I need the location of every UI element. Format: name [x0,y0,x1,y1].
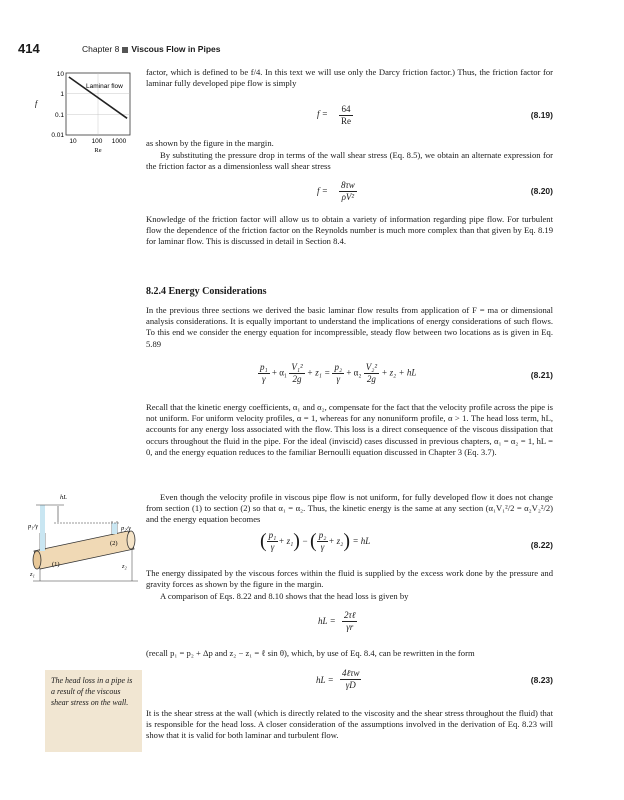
friction-factor-chart [30,68,142,168]
equation-number: (8.20) [530,186,553,196]
y-axis-symbol: f [35,99,38,108]
equation-number: (8.23) [530,675,553,685]
paragraph: Recall that the kinetic energy coefficients, α₁ and α₂, compensate for the fact that the velocity profile across the pipe is not uniform. For uniform velocity profiles, α = 1, whereas for any nonuniform profile, α > 1. The head loss term, hL, accounts for any energy loss associated with the flow. This loss is a direct consequence of the viscous dissipation that occurs throughout the fluid in the pipe. For the ideal (inviscid) cases discussed in previous chapters, α₁ = α₂ = 1, hL = 0, and the energy equation reduces to the familiar Bernoulli equation discussed in Chapter 3 (Eq. 3.7). [146,402,553,457]
section-title: 8.2.4 Energy Considerations [146,286,267,297]
eq-denominator: 2g [292,374,302,384]
chapter-label: Chapter 8 [82,44,120,54]
eq-numerator: p₁ [268,530,277,540]
equation-number: (8.19) [530,110,553,120]
equation-head-loss [146,610,553,636]
eq-expression [258,362,416,385]
eq-fraction [342,610,357,633]
eq-numerator: V₁² [291,362,303,372]
eq-fraction [317,530,329,553]
y-tick-label: 10 [56,71,64,78]
eq-fraction [332,362,344,385]
equation-8-23 [146,668,553,696]
paragraph: Knowledge of the friction factor will allow us to obtain a variety of information regarding pipe flow. For turbulent flow the dependence of the friction factor on the Reynolds number is much more complex than that given by Eq. 8.19 for laminar flow. This is discussed in detail in Section 8.4. [146,214,553,247]
paragraph: factor, which is defined to be f/4. In this text we will use only the Darcy friction factor.) Thus, the friction factor for laminar fully developed pipe flow is simply [146,67,553,89]
y-tick-label: 0.1 [54,112,64,119]
eq-numerator: 8τw [341,180,355,190]
eq-fraction [339,104,353,127]
page-header [18,41,578,59]
piezometer-fluid-1 [40,505,45,551]
eq-term: + z₁ = [306,367,331,378]
eq-denominator: Re [341,116,351,126]
equation-number: (8.22) [530,540,553,550]
equation-8-22 [146,530,553,560]
eq-operator: − [302,535,308,546]
eq-term: + α₁ [271,367,288,378]
eq-fraction [289,362,304,385]
section-1-label: (1) [52,561,60,568]
elevation-label-1: z₁ [30,571,35,578]
eq-term: + z₁ [278,535,294,546]
chapter-heading [82,44,220,54]
eq-lhs: hL = [316,675,334,685]
eq-fraction [340,668,361,691]
section-2-label: (2) [110,540,118,547]
x-tick-label: 10 [69,138,77,145]
pressure-head-label-1: p₁/γ [28,523,38,530]
eq-fraction [258,362,270,385]
eq-term: = hL [352,535,371,546]
piezometer-fluid-2 [112,523,117,534]
eq-numerator: 4ℓτw [342,668,360,678]
equation-8-20 [146,180,553,204]
x-axis-label: Re [94,147,102,154]
eq-numerator: V₂² [365,362,378,372]
chapter-title: Viscous Flow in Pipes [131,44,221,54]
equation-8-21 [146,362,553,392]
inclined-pipe [33,531,135,569]
eq-denominator: γ [336,374,341,384]
equation-number: (8.21) [530,370,553,380]
eq-numerator: p₁ [260,362,268,372]
y-tick-label: 1 [60,91,64,98]
head-loss-label: hL [60,494,67,501]
eq-numerator: p₂ [318,530,327,540]
y-tick-label: 0.01 [51,132,64,139]
margin-note: The head loss in a pipe is a result of the viscous shear stress on the wall. [45,670,142,752]
x-tick-label: 1000 [111,138,127,145]
eq-numerator: p₂ [334,362,343,372]
paragraph: By substituting the pressure drop in terms of the wall shear stress (Eq. 8.5), we obtain an alternate expression for the friction factor as a dimensionless wall shear stress [146,150,553,172]
eq-numerator: 2τℓ [344,610,356,620]
equation-8-19 [146,104,553,128]
laminar-flow-label: Laminar flow [86,83,123,90]
paragraph: A comparison of Eqs. 8.22 and 8.10 shows that the head loss is given by [160,591,409,601]
paragraph: Even though the velocity profile in viscous pipe flow is not uniform, for fully developed flow it does not change from section (1) to section (2) so that α₁ = α₂. Thus, the kinetic energy is the same at any section (α₁V₁²/2 = α₂V₂²/2) and the energy equation becomes [146,492,553,525]
eq-numerator: 64 [339,104,353,116]
elevation-label-2: z₂ [122,563,127,570]
eq-fraction [339,180,357,203]
paragraph: It is the shear stress at the wall (which is directly related to the viscosity and the shear stress throughout the fluid) that is responsible for the head loss. A closer consideration of the assumptions involved in the derivation of Eq. 8.23 will show that it is valid for both laminar and turbulent flow. [146,708,553,741]
eq-fraction [267,530,279,553]
eq-lhs: hL = [318,616,336,626]
paragraph: as shown by the figure in the margin. [146,138,274,148]
eq-term: + z₂ [328,535,344,546]
x-tick-label: 100 [91,138,103,145]
eq-denominator: 2g [366,374,376,384]
pressure-head-label-2: p₂/γ [121,525,131,532]
eq-denominator: γ [320,542,325,552]
eq-denominator: γD [345,680,356,690]
eq-term: + z₂ + hL [381,367,417,378]
eq-denominator: γ [270,542,275,552]
eq-lhs: f = [317,186,328,196]
eq-denominator: ρV² [341,192,355,202]
paragraph: In the previous three sections we derived the basic laminar flow results from application of F = ma or dimensional analysis considerations. It is equally important to understand the implications of energy considerations of such flows. To this end we consider the energy equation for incompressible, steady flow between two locations as is given in Eq. 5.89 [146,305,553,349]
page-number: 414 [18,41,40,56]
paragraph: The energy dissipated by the viscous forces within the fluid is supplied by the excess work done by the pressure and gravity forces as shown by the figure in the margin. [146,568,553,590]
separator-square-icon [122,47,128,53]
eq-lhs: f = [317,109,328,119]
eq-fraction [364,362,379,385]
paragraph: (recall p₁ = p₂ + Δp and z₂ − z₁ = ℓ sin θ), which, by use of Eq. 8.4, can be rewritten in the form [146,648,475,658]
inclined-pipe-figure [28,493,140,603]
eq-denominator: γ [262,374,266,384]
eq-expression: ( $\frac{\text{p₁}}{\gamma}$ + z₁) − ( $\frac{\text{p₂}}{\gamma}$ + z₂) = hL [260,530,371,552]
eq-denominator: γr [346,622,354,632]
eq-term: + α₂ [346,367,362,378]
